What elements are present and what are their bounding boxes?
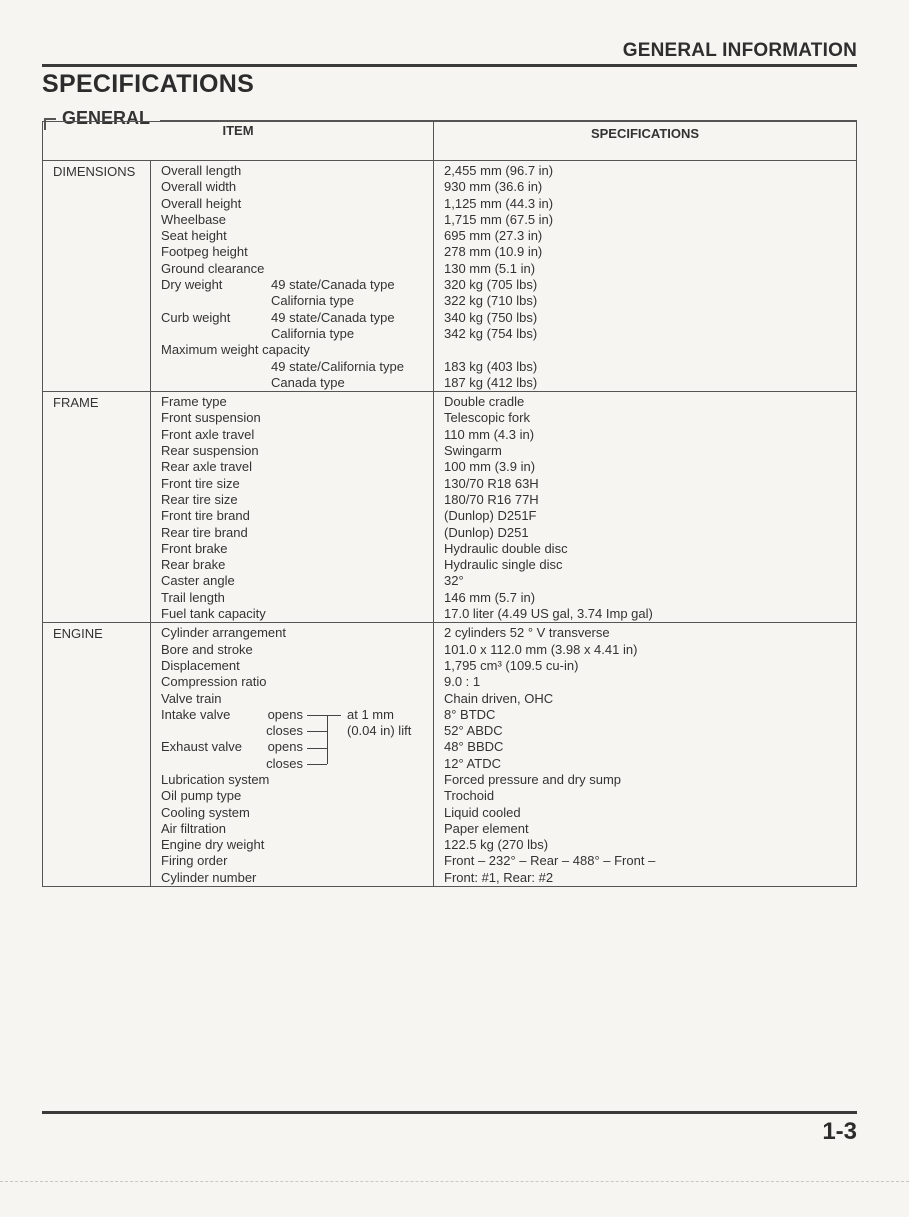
spec-value: Liquid cooled [444, 804, 521, 820]
item-label: Valve train [161, 690, 222, 706]
item-label: Cylinder arrangement [161, 625, 287, 641]
item-variant: California type [271, 293, 355, 309]
item-label: Rear brake [161, 557, 226, 573]
item-line [161, 277, 433, 293]
item-label: Front axle travel [161, 426, 255, 442]
spec-value: Trochoid [444, 788, 495, 804]
spec-value: Double cradle [444, 394, 525, 410]
item-label: Front brake [161, 540, 228, 556]
column-header-specifications: SPECIFICATIONS [434, 122, 857, 161]
spec-value: 17.0 liter (4.49 US gal, 3.74 Imp gal) [444, 606, 653, 622]
table-row-engine [43, 623, 857, 887]
valve-timing-block [161, 707, 433, 772]
item-variant: Canada type [271, 374, 345, 390]
spec-value: 130 mm (5.1 in) [444, 260, 536, 276]
spec-value: 146 mm (5.7 in) [444, 589, 536, 605]
item-label: Rear tire brand [161, 524, 248, 540]
spec-value: 187 kg (412 lbs) [444, 374, 538, 390]
spec-value: Chain driven, OHC [444, 690, 554, 706]
item-line [161, 310, 433, 326]
item-variant: 49 state/California type [271, 358, 404, 374]
spec-value: Swingarm [444, 443, 502, 459]
spec-value: 12° ATDC [444, 755, 501, 771]
item-variant: California type [271, 325, 355, 341]
item-label: Air filtration [161, 820, 227, 836]
spec-value: Forced pressure and dry sump [444, 771, 622, 787]
table-row-frame [43, 392, 857, 623]
item-label: Cooling system [161, 804, 250, 820]
spec-value: 48° BBDC [444, 739, 504, 755]
spec-value: 2,455 mm (96.7 in) [444, 163, 554, 178]
item-label: Oil pump type [161, 788, 242, 804]
spec-value: 9.0 : 1 [444, 674, 481, 690]
lift-line: at 1 mm [347, 706, 394, 722]
valve-action: closes [266, 755, 303, 771]
section-bracket-tick [44, 118, 56, 120]
spec-value: 52° ABDC [444, 723, 503, 739]
valve-lift-note [347, 707, 411, 740]
item-label: Caster angle [161, 573, 235, 589]
spec-value: 1,795 cm³ (109.5 cu-in) [444, 657, 579, 673]
spec-value: Telescopic fork [444, 410, 530, 426]
spec-value: 1,125 mm (44.3 in) [444, 195, 554, 211]
valve-bracket-tick [307, 715, 341, 716]
valve-action: opens [267, 739, 303, 755]
item-line [161, 739, 433, 755]
valve-action: closes [266, 723, 303, 739]
spec-value: Hydraulic double disc [444, 540, 568, 556]
lift-line: (0.04 in) lift [347, 723, 412, 739]
spec-value: (Dunlop) D251 [444, 524, 529, 540]
table-header-row [43, 122, 857, 161]
item-label: Lubrication system [161, 771, 270, 787]
category-engine: ENGINE [43, 623, 151, 887]
item-label: Curb weight [161, 309, 231, 325]
item-label: Footpeg height [161, 244, 248, 260]
item-label: Front tire size [161, 475, 240, 491]
specifications-table [42, 121, 857, 887]
header-rule [42, 64, 857, 67]
spec-value: 278 mm (10.9 in) [444, 244, 543, 260]
spec-value: 130/70 R18 63H [444, 475, 539, 491]
valve-bracket-tick [307, 731, 327, 732]
item-label: Front suspension [161, 410, 261, 426]
spec-value: Front – 232° – Rear – 488° – Front – [444, 853, 656, 869]
engine-items [151, 623, 434, 887]
item-label: Seat height [161, 228, 227, 244]
spec-value: 101.0 x 112.0 mm (3.98 x 4.41 in) [444, 641, 638, 657]
column-header-item: ITEM [43, 122, 434, 161]
spec-value: 320 kg (705 lbs) [444, 277, 538, 293]
spec-value: 1,715 mm (67.5 in) [444, 211, 554, 227]
spec-value: Paper element [444, 820, 529, 836]
spec-value: 32° [444, 573, 464, 589]
item-label: Overall length [161, 163, 242, 178]
valve-bracket [307, 715, 328, 764]
dimensions-specs [434, 161, 857, 392]
engine-specs [434, 623, 857, 887]
valve-action: opens [267, 706, 303, 722]
item-label: Rear tire size [161, 491, 238, 507]
item-label: Rear suspension [161, 443, 259, 459]
item-label: Front tire brand [161, 508, 250, 524]
spec-value: 695 mm (27.3 in) [444, 228, 543, 244]
spec-value: 930 mm (36.6 in) [444, 179, 543, 195]
item-label: Firing order [161, 853, 228, 869]
running-head: GENERAL INFORMATION [622, 40, 857, 61]
item-label: Compression ratio [161, 674, 267, 690]
item-label: Rear axle travel [161, 459, 253, 475]
table-row-dimensions [43, 161, 857, 392]
item-label: Bore and stroke [161, 641, 253, 657]
item-label: Wheelbase [161, 211, 227, 227]
page-title: SPECIFICATIONS [42, 70, 255, 98]
spec-value: 8° BTDC [444, 706, 496, 722]
dimensions-items [151, 161, 434, 392]
spec-value: 2 cylinders 52 ° V transverse [444, 625, 610, 641]
item-label: Exhaust valve [161, 739, 242, 755]
spec-value: 340 kg (750 lbs) [444, 309, 538, 325]
page-edge-line [0, 1181, 909, 1182]
item-variant: 49 state/Canada type [271, 309, 395, 325]
item-label: Dry weight [161, 277, 223, 293]
spec-value: 122.5 kg (270 lbs) [444, 837, 549, 853]
frame-specs [434, 392, 857, 623]
section-label: GENERAL [62, 108, 156, 129]
item-label: Displacement [161, 657, 240, 673]
valve-bracket-tick [307, 764, 327, 765]
item-label: Overall height [161, 195, 242, 211]
item-label: Cylinder number [161, 869, 257, 885]
item-label: Engine dry weight [161, 837, 265, 853]
spec-value: 100 mm (3.9 in) [444, 459, 536, 475]
item-variant: 49 state/Canada type [271, 277, 395, 293]
item-label: Ground clearance [161, 260, 265, 276]
valve-bracket-tick [307, 748, 327, 749]
item-label: Maximum weight capacity [161, 342, 310, 358]
page-number: 1-3 [822, 1118, 857, 1145]
item-label: Overall width [161, 179, 237, 195]
footer-rule [42, 1111, 857, 1114]
spec-value: Front: #1, Rear: #2 [444, 869, 554, 885]
spec-value: 342 kg (754 lbs) [444, 325, 538, 341]
spec-value: 180/70 R16 77H [444, 491, 539, 507]
frame-items [151, 392, 434, 623]
item-label: Intake valve [161, 706, 231, 722]
item-label: Fuel tank capacity [161, 606, 266, 622]
spec-value: 322 kg (710 lbs) [444, 293, 538, 309]
item-line [161, 756, 433, 772]
category-dimensions: DIMENSIONS [43, 161, 151, 392]
spec-value: 183 kg (403 lbs) [444, 358, 538, 374]
spec-value: 110 mm (4.3 in) [444, 426, 535, 442]
spec-value: Hydraulic single disc [444, 557, 563, 573]
item-label: Trail length [161, 589, 225, 605]
item-label: Frame type [161, 394, 227, 410]
spec-value: (Dunlop) D251F [444, 508, 537, 524]
category-frame: FRAME [43, 392, 151, 623]
